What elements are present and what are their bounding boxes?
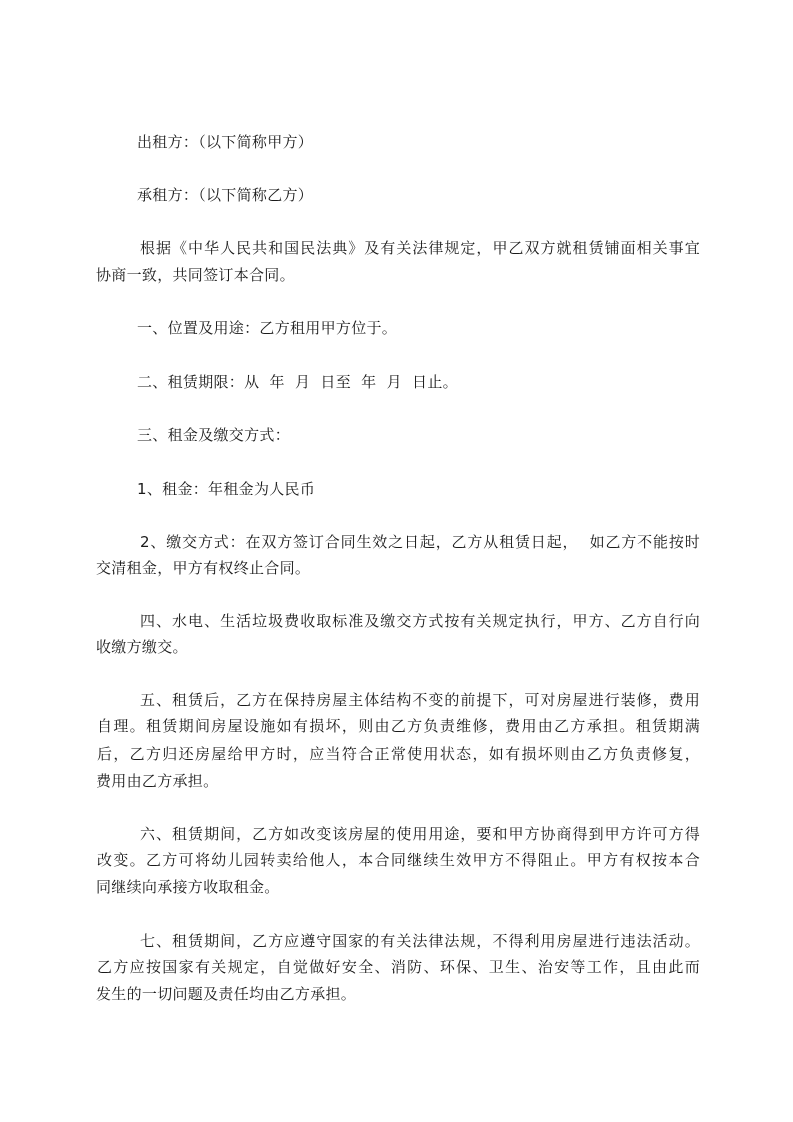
clause-4-line-2: 收缴方缴交。 bbox=[96, 638, 188, 656]
clause-6-line-2: 改变。乙方可将幼儿园转卖给他人，本合同继续生效甲方不得阻止。甲方有权按本合 bbox=[97, 851, 700, 869]
clause-7-line-3: 发生的一切问题及责任均由乙方承担。 bbox=[96, 985, 357, 1003]
lessee-line: 承租方：（以下简称乙方） bbox=[137, 186, 314, 204]
clause-7-line-2: 乙方应按国家有关规定，自觉做好安全、消防、环保、卫生、治安等工作，且由此而 bbox=[97, 958, 700, 976]
clause-3-2-line-2: 交清租金，甲方有权终止合同。 bbox=[96, 559, 311, 577]
clause-1-location-use: 一、位置及用途：乙方租用甲方位于。 bbox=[137, 319, 398, 337]
clause-3-2-line-1: 2、缴交方式：在双方签订合同生效之日起，乙方从租赁日起， 如乙方不能按时 bbox=[140, 533, 700, 551]
clause-7-line-1: 七、租赁期间，乙方应遵守国家的有关法律法规，不得利用房屋进行违法活动。 bbox=[140, 932, 700, 950]
preamble-line-2: 协商一致，共同签订本合同。 bbox=[96, 266, 295, 284]
clause-5-line-4: 费用由乙方承担。 bbox=[96, 772, 219, 790]
clause-5-line-3: 后，乙方归还房屋给甲方时，应当符合正常使用状态，如有损坏则由乙方负责修复， bbox=[97, 745, 700, 763]
clause-5-line-2: 自理。租赁期间房屋设施如有损坏，则由乙方负责维修，费用由乙方承担。租赁期满 bbox=[97, 717, 700, 735]
clause-5-line-1: 五、租赁后，乙方在保持房屋主体结构不变的前提下，可对房屋进行装修，费用 bbox=[140, 691, 700, 709]
clause-6-line-1: 六、租赁期间，乙方如改变该房屋的使用用途，要和甲方协商得到甲方许可方得 bbox=[140, 825, 700, 843]
lessor-line: 出租方：（以下简称甲方） bbox=[137, 133, 314, 151]
clause-2-lease-term: 二、租赁期限：从 年 月 日至 年 月 日止。 bbox=[137, 373, 458, 391]
clause-4-line-1: 四、水电、生活垃圾费收取标准及缴交方式按有关规定执行，甲方、乙方自行向 bbox=[140, 612, 700, 630]
clause-6-line-3: 同继续向承接方收取租金。 bbox=[96, 878, 280, 896]
preamble-line-1: 根据《中华人民共和国民法典》及有关法律规定，甲乙双方就租赁铺面相关事宜 bbox=[140, 239, 700, 257]
clause-3-rent-payment: 三、租金及缴交方式： bbox=[137, 426, 291, 444]
clause-3-1-rent: 1、租金：年租金为人民币 bbox=[137, 480, 316, 498]
